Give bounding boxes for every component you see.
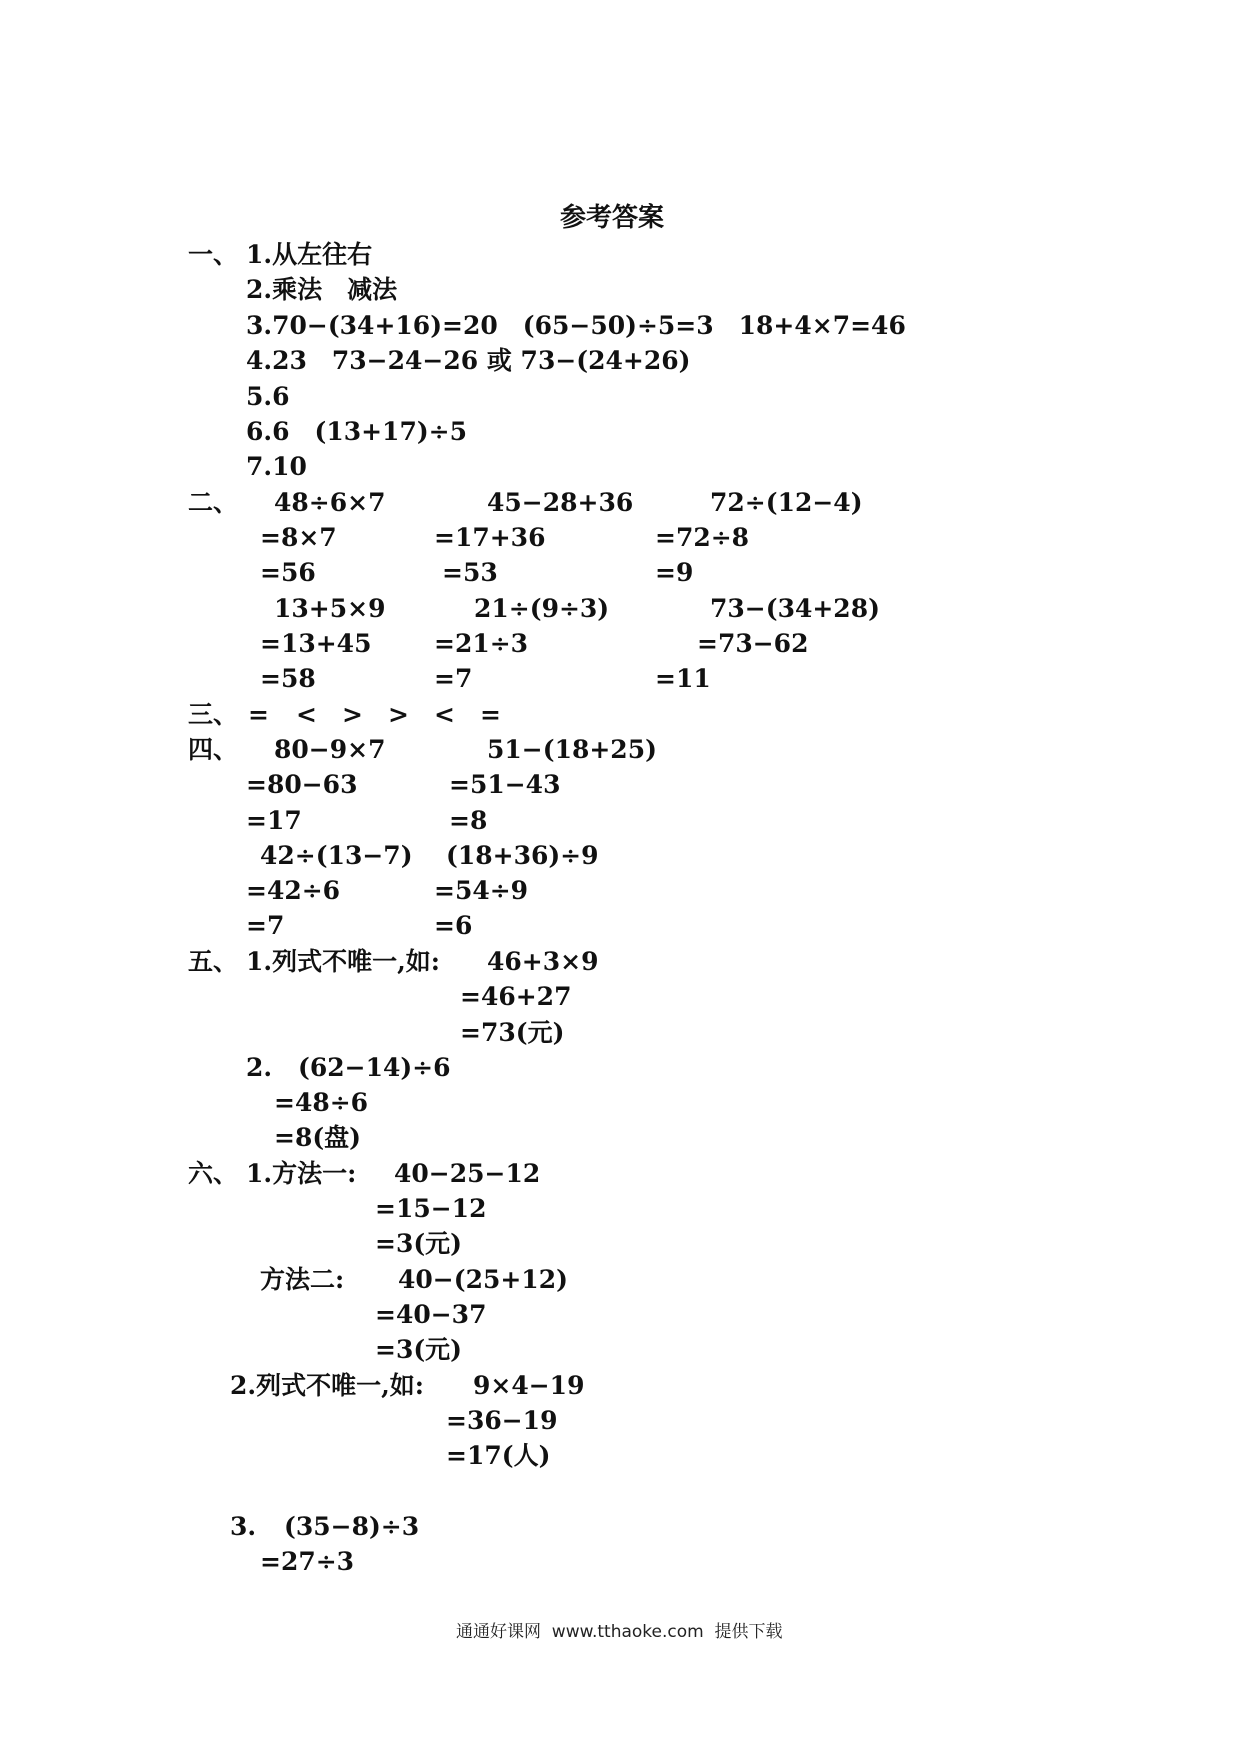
s4-d-step1: =54÷9 <box>434 876 529 905</box>
s5-q2-step1: =48÷6 <box>274 1088 369 1117</box>
s5-q1-step2: =73(元) <box>460 1018 565 1047</box>
s4-b-expr: 51−(18+25) <box>487 735 657 764</box>
s2-a-step2: =56 <box>260 558 316 587</box>
s1-answer-7: 7.10 <box>246 452 307 481</box>
section-6-label: 六、 <box>188 1159 239 1188</box>
s5-q1-expr: 46+3×9 <box>487 947 599 976</box>
s1-answer-5: 5.6 <box>246 382 290 411</box>
s6-q1-method1-step2: =3(元) <box>375 1229 462 1258</box>
s4-c-step1: =42÷6 <box>246 876 341 905</box>
s6-q2-expr: 9×4−19 <box>473 1371 585 1400</box>
s6-q3-number: 3. <box>230 1512 257 1541</box>
s4-d-step2: =6 <box>434 911 473 940</box>
s1-answer-6: 6.6 (13+17)÷5 <box>246 417 468 446</box>
s2-b-step2: =53 <box>442 558 498 587</box>
s2-c-step1: =72÷8 <box>655 523 750 552</box>
s2-f-step1: =73−62 <box>697 629 809 658</box>
s2-f-step2: =11 <box>655 664 711 693</box>
s5-q2-step2: =8(盘) <box>274 1123 361 1152</box>
footer-credit: 通通好课网 www.tthaoke.com 提供下载 <box>456 1622 783 1642</box>
s1-answer-2: 2.乘法 减法 <box>246 275 398 304</box>
s2-d-expr: 13+5×9 <box>274 594 386 623</box>
s4-c-expr: 42÷(13−7) <box>260 841 413 870</box>
s4-c-step2: =7 <box>246 911 285 940</box>
s5-q2-number: 2. <box>246 1053 273 1082</box>
s2-d-step1: =13+45 <box>260 629 372 658</box>
s6-q1-method1-label: 1.方法一: <box>246 1159 357 1188</box>
s3-symbol-3: > <box>342 700 363 729</box>
s1-answer-3: 3.70−(34+16)=20 (65−50)÷5=3 18+4×7=46 <box>246 311 906 340</box>
s6-q3-expr: (35−8)÷3 <box>284 1512 420 1541</box>
s6-q3-step1: =27÷3 <box>260 1547 355 1576</box>
section-4-label: 四、 <box>188 735 239 764</box>
section-1-label: 一、 <box>188 240 239 269</box>
s4-b-step2: =8 <box>449 806 488 835</box>
s6-q1-method2-step2: =3(元) <box>375 1335 462 1364</box>
s4-a-expr: 80−9×7 <box>274 735 386 764</box>
s4-a-step1: =80−63 <box>246 770 358 799</box>
s2-b-expr: 45−28+36 <box>487 488 634 517</box>
s6-q1-method1-step1: =15−12 <box>375 1194 487 1223</box>
s5-q2-expr: (62−14)÷6 <box>298 1053 451 1082</box>
s4-d-expr: (18+36)÷9 <box>446 841 599 870</box>
s6-q2-step1: =36−19 <box>446 1406 558 1435</box>
s6-q1-method2-expr: 40−(25+12) <box>398 1265 568 1294</box>
s4-b-step1: =51−43 <box>449 770 561 799</box>
s2-d-step2: =58 <box>260 664 316 693</box>
s2-f-expr: 73−(34+28) <box>710 594 880 623</box>
s2-a-step1: =8×7 <box>260 523 337 552</box>
page-title: 参考答案 <box>560 203 665 233</box>
section-5-label: 五、 <box>188 947 239 976</box>
section-2-label: 二、 <box>188 488 239 517</box>
s3-symbol-2: < <box>296 700 317 729</box>
s2-a-expr: 48÷6×7 <box>274 488 386 517</box>
s6-q1-method2-step1: =40−37 <box>375 1300 487 1329</box>
s3-symbol-5: < <box>434 700 455 729</box>
s6-q1-method2-label: 方法二: <box>260 1265 345 1294</box>
s6-q1-method1-expr: 40−25−12 <box>394 1159 541 1188</box>
s3-symbol-6: = <box>480 700 501 729</box>
section-3-label: 三、 <box>188 700 239 729</box>
s2-e-step1: =21÷3 <box>434 629 529 658</box>
s1-answer-1: 1.从左往右 <box>246 240 373 269</box>
s2-b-step1: =17+36 <box>434 523 546 552</box>
s2-e-step2: =7 <box>434 664 473 693</box>
s2-e-expr: 21÷(9÷3) <box>474 594 610 623</box>
s3-symbol-4: > <box>388 700 409 729</box>
s2-c-step2: =9 <box>655 558 694 587</box>
s2-c-expr: 72÷(12−4) <box>710 488 863 517</box>
s6-q2-intro: 2.列式不唯一,如: <box>230 1371 425 1400</box>
s5-q1-intro: 1.列式不唯一,如: <box>246 947 441 976</box>
s5-q1-step1: =46+27 <box>460 982 572 1011</box>
s6-q2-step2: =17(人) <box>446 1441 551 1470</box>
s1-answer-4: 4.23 73−24−26 或 73−(24+26) <box>246 346 691 375</box>
s3-symbol-1: = <box>248 700 269 729</box>
s4-a-step2: =17 <box>246 806 302 835</box>
